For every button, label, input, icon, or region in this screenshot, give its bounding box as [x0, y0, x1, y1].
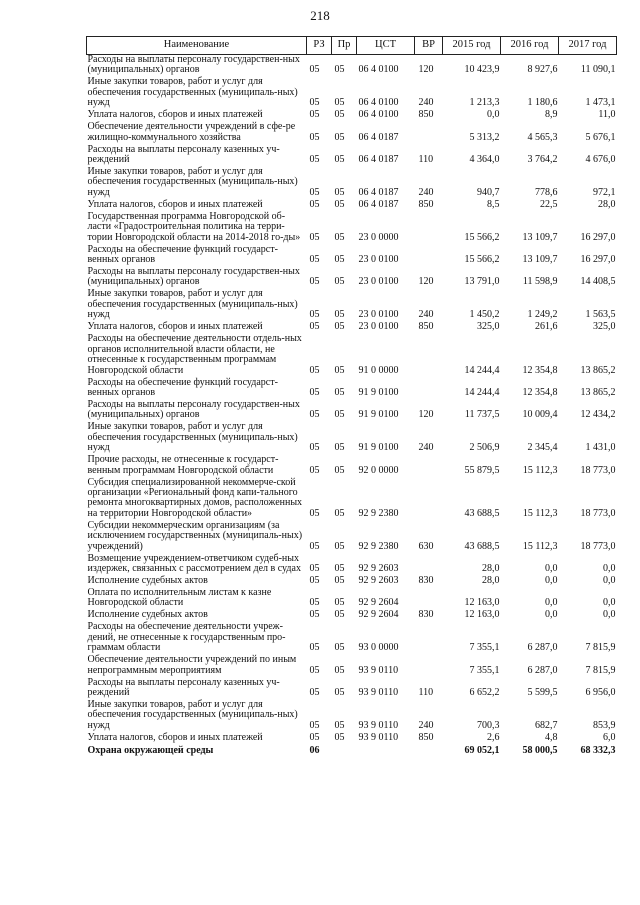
- cell-pr: 05: [334, 731, 345, 743]
- table-row: [87, 455, 617, 477]
- table-body: [87, 55, 617, 758]
- cell-2015: 15 566,2: [464, 231, 500, 243]
- cell-2015: 14 244,4: [464, 364, 500, 376]
- cell-2015: 28,0: [482, 574, 500, 586]
- cell-cst: 93 0 0000: [358, 642, 399, 654]
- cell-pr: 05: [334, 364, 345, 376]
- table-row: [87, 378, 617, 400]
- cell-2016: 5 599,5: [527, 687, 558, 698]
- table-row: [87, 478, 617, 521]
- cell-cst: 06 4 0100: [358, 109, 399, 121]
- cell-pr: 05: [334, 507, 345, 519]
- table-row: [87, 334, 617, 377]
- cell-2017: 1 563,5: [585, 309, 616, 321]
- page-number: 218: [310, 8, 330, 23]
- cell-2015: 12 163,0: [464, 609, 500, 621]
- cell-vr: [415, 122, 443, 144]
- cell-name: Иные закупки товаров, работ и услуг для обеспечения государственных (муниципаль-ных) нужд: [87, 288, 298, 321]
- cell-pr: 05: [334, 64, 345, 76]
- cell-2015: 7 355,1: [469, 664, 500, 676]
- cell-pr: 05: [334, 687, 345, 698]
- cell-cst: 23 0 0000: [358, 231, 399, 243]
- cell-pr: [332, 745, 357, 758]
- column-header-rz: РЗ: [307, 37, 332, 55]
- cell-vr: [415, 212, 443, 245]
- cell-cst: 23 0 0100: [358, 321, 399, 333]
- table-row: [87, 167, 617, 200]
- table-row: [87, 245, 617, 267]
- cell-2016: 12 354,8: [522, 364, 558, 376]
- cell-name: Возмещение учреждением-ответчиком судеб-ных издержек, связанных с рассмотрением дел в судах: [87, 552, 301, 574]
- cell-pr: 05: [334, 198, 345, 210]
- cell-rz: 05: [309, 386, 320, 398]
- cell-vr: 120: [418, 409, 434, 421]
- table-row: [87, 212, 617, 245]
- cell-2015: 12 163,0: [464, 597, 500, 609]
- cell-2016: 4 565,3: [527, 131, 558, 143]
- cell-cst: 91 9 0100: [358, 386, 399, 398]
- cell-cst: 92 9 2603: [358, 574, 399, 586]
- cell-2016: 15 112,3: [522, 507, 558, 519]
- cell-cst: 91 0 0000: [358, 364, 399, 376]
- cell-pr: 05: [334, 597, 345, 609]
- cell-rz: 05: [309, 64, 320, 76]
- cell-rz: 05: [309, 574, 320, 586]
- cell-rz: 05: [309, 276, 320, 288]
- cell-rz: 05: [309, 719, 320, 731]
- cell-pr: 05: [334, 131, 345, 143]
- column-header-2017: 2017 год: [559, 37, 617, 55]
- cell-pr: 05: [334, 409, 345, 421]
- cell-vr: 240: [418, 186, 434, 198]
- cell-vr: 110: [418, 687, 434, 698]
- cell-rz: 05: [309, 731, 320, 743]
- cell-2017: 972,1: [593, 186, 616, 198]
- cell-name: Субсидия специализированной некоммерче-ской организации «Региональный фонд капи-тального ремонта многоквартирных домов, расположенных на территории Новгородской области»: [87, 476, 303, 519]
- cell-name: Иные закупки товаров, работ и услуг для обеспечения государственных (муниципаль-ных) нужд: [87, 699, 298, 731]
- cell-name: Расходы на выплаты персоналу государствен-ных (муниципальных) органов: [87, 54, 300, 76]
- cell-cst: 92 9 2603: [358, 562, 399, 574]
- cell-2017: 0,0: [603, 597, 616, 609]
- cell-rz: 05: [309, 609, 320, 621]
- cell-cst: 92 0 0000: [358, 464, 399, 476]
- column-header-vr: ВР: [415, 37, 443, 55]
- table-row: [87, 400, 617, 422]
- cell-name: Уплата налогов, сборов и иных платежей: [87, 731, 263, 743]
- cell-rz: 05: [309, 321, 320, 333]
- cell-2015: 69 052,1: [464, 744, 500, 756]
- cell-cst: 06 4 0187: [358, 186, 399, 198]
- cell-pr: 05: [334, 540, 345, 552]
- table-row: [87, 422, 617, 455]
- cell-cst: [357, 745, 415, 758]
- cell-rz: 05: [309, 97, 320, 109]
- cell-name: Расходы на выплаты персоналу государствен-ных (муниципальных) органов: [87, 398, 300, 421]
- column-header-2015: 2015 год: [443, 37, 501, 55]
- table-row: [87, 655, 617, 677]
- column-header-pr: Пр: [332, 37, 357, 55]
- cell-name: Расходы на обеспечение деятельности отдель-ных органов исполнительной власти области, не отнесенные к государственным программам Новгородской области: [87, 333, 302, 376]
- cell-rz: 05: [309, 687, 320, 698]
- cell-vr: [415, 655, 443, 677]
- cell-2015: 28,0: [482, 562, 500, 574]
- cell-name: Расходы на обеспечение деятельности учреж-дений, не отнесенные к государственным про-граммам области: [87, 621, 286, 654]
- cell-pr: 05: [334, 276, 345, 288]
- cell-2015: 14 244,4: [464, 386, 500, 398]
- cell-cst: 92 9 2380: [358, 540, 399, 552]
- cell-rz: 05: [309, 540, 320, 552]
- cell-name: Прочие расходы, не отнесенные к государст-венным программам Новгородской области: [87, 454, 279, 476]
- cell-2017: 7 815,9: [585, 664, 616, 676]
- cell-cst: 93 9 0110: [358, 687, 399, 698]
- cell-vr: 850: [418, 109, 434, 121]
- cell-pr: 05: [334, 664, 345, 676]
- table-row: [87, 55, 617, 78]
- cell-name: Обеспечение деятельности учреждений в сфе-ре жилищно-коммунального хозяйства: [87, 121, 296, 143]
- cell-cst: 91 9 0100: [358, 442, 399, 454]
- cell-2017: 18 773,0: [580, 540, 616, 552]
- cell-2016: 12 354,8: [522, 386, 558, 398]
- cell-cst: 91 9 0100: [358, 409, 399, 421]
- cell-name: Расходы на выплаты персоналу государствен-ных (муниципальных) органов: [87, 266, 300, 288]
- cell-vr: [415, 334, 443, 377]
- cell-pr: 05: [334, 321, 345, 333]
- cell-2016: 13 109,7: [522, 254, 558, 266]
- cell-2015: 0,0: [487, 109, 500, 121]
- cell-2017: 0,0: [603, 609, 616, 621]
- cell-vr: 830: [418, 574, 434, 586]
- cell-rz: 05: [309, 231, 320, 243]
- cell-name: Обеспечение деятельности учреждений по иным непрограммным мероприятиям: [87, 654, 297, 676]
- table-row: [87, 289, 617, 322]
- cell-pr: 05: [334, 154, 345, 166]
- budget-table: [86, 36, 617, 758]
- cell-pr: 05: [334, 442, 345, 454]
- cell-name: Расходы на выплаты персоналу казенных уч-реждений: [87, 676, 280, 698]
- cell-2017: 14 408,5: [580, 276, 616, 288]
- cell-2015: 940,7: [477, 186, 500, 198]
- cell-2017: 0,0: [603, 562, 616, 574]
- cell-2015: 43 688,5: [464, 540, 500, 552]
- table-row: [87, 733, 617, 745]
- cell-2015: 1 450,2: [469, 309, 500, 321]
- cell-rz: 05: [309, 562, 320, 574]
- cell-cst: 92 9 2604: [358, 609, 399, 621]
- cell-pr: 05: [334, 386, 345, 398]
- cell-2017: 6,0: [603, 731, 616, 743]
- cell-name: Иные закупки товаров, работ и услуг для обеспечения государственных (муниципаль-ных) нужд: [87, 166, 298, 198]
- table-row: [87, 521, 617, 554]
- cell-2017: 1 473,1: [585, 97, 616, 109]
- cell-rz: 05: [309, 597, 320, 609]
- cell-rz: 05: [309, 442, 320, 454]
- cell-name: Охрана окружающей среды: [87, 744, 214, 756]
- cell-2015: 55 879,5: [464, 464, 500, 476]
- cell-2015: 11 737,5: [464, 409, 500, 421]
- cell-pr: 05: [334, 562, 345, 574]
- cell-2015: 2,6: [487, 731, 500, 743]
- cell-rz: 05: [309, 154, 320, 166]
- cell-cst: 06 4 0100: [358, 64, 399, 76]
- cell-vr: 240: [418, 719, 434, 731]
- cell-name: Расходы на выплаты персоналу казенных уч-реждений: [87, 143, 280, 166]
- cell-rz: 05: [309, 507, 320, 519]
- cell-cst: 23 0 0100: [358, 254, 399, 266]
- cell-2016: 6 287,0: [527, 642, 558, 654]
- cell-rz: 05: [309, 642, 320, 654]
- cell-2017: 1 431,0: [585, 442, 616, 454]
- cell-2015: 15 566,2: [464, 254, 500, 266]
- cell-2017: 28,0: [598, 198, 616, 210]
- table-row: [87, 145, 617, 167]
- cell-2015: 2 506,9: [469, 442, 500, 454]
- cell-pr: 05: [334, 254, 345, 266]
- cell-2016: 3 764,2: [527, 154, 558, 166]
- cell-vr: [415, 588, 443, 610]
- cell-cst: 06 4 0187: [358, 131, 399, 143]
- cell-rz: 05: [309, 309, 320, 321]
- cell-2017: 16 297,0: [580, 231, 616, 243]
- cell-2017: 4 676,0: [585, 154, 616, 166]
- cell-2015: 13 791,0: [464, 276, 500, 288]
- cell-pr: 05: [334, 609, 345, 621]
- cell-vr: 240: [418, 442, 434, 454]
- cell-vr: [415, 378, 443, 400]
- cell-2017: 325,0: [593, 321, 616, 333]
- cell-rz: 05: [309, 131, 320, 143]
- cell-2015: 5 313,2: [469, 131, 500, 143]
- cell-2016: 15 112,3: [522, 540, 558, 552]
- cell-pr: 05: [334, 97, 345, 109]
- cell-2015: 325,0: [477, 321, 500, 333]
- cell-2016: 4,8: [545, 731, 558, 743]
- table-row: [87, 622, 617, 655]
- cell-vr: [415, 622, 443, 655]
- cell-pr: 05: [334, 464, 345, 476]
- cell-pr: 05: [334, 642, 345, 654]
- cell-2016: 2 345,4: [527, 442, 558, 454]
- cell-name: Уплата налогов, сборов и иных платежей: [87, 109, 263, 121]
- cell-2017: 16 297,0: [580, 254, 616, 266]
- cell-vr: 850: [418, 731, 434, 743]
- cell-vr: 630: [418, 540, 434, 552]
- cell-2016: 0,0: [545, 609, 558, 621]
- cell-2016: 15 112,3: [522, 464, 558, 476]
- cell-2017: 5 676,1: [585, 131, 616, 143]
- cell-2016: 261,6: [535, 321, 558, 333]
- cell-vr: [415, 478, 443, 521]
- cell-2017: 12 434,2: [580, 409, 616, 421]
- cell-cst: 93 9 0110: [358, 731, 399, 743]
- cell-name: Иные закупки товаров, работ и услуг для обеспечения государственных (муниципаль-ных) нужд: [87, 421, 298, 454]
- table-row: [87, 700, 617, 733]
- cell-2016: 682,7: [535, 719, 558, 731]
- cell-2016: 10 009,4: [522, 409, 558, 421]
- cell-2016: 58 000,5: [522, 744, 558, 756]
- table-row: [87, 554, 617, 576]
- cell-vr: 110: [418, 154, 434, 166]
- cell-2016: 1 249,2: [527, 309, 558, 321]
- table-row: [87, 267, 617, 289]
- cell-name: Государственная программа Новгородской об-ласти «Градостроительная политика на терри-тории Новгородской области на 2014-2018 го-ды»: [87, 210, 301, 243]
- table-header-row: [87, 37, 617, 55]
- cell-rz: 05: [309, 364, 320, 376]
- table-row-total: [87, 745, 617, 758]
- cell-2015: 10 423,9: [464, 64, 500, 76]
- cell-vr: 120: [418, 276, 434, 288]
- cell-2015: 7 355,1: [469, 642, 500, 654]
- cell-2016: 22,5: [540, 198, 558, 210]
- cell-name: Исполнение судебных актов: [87, 609, 208, 621]
- cell-cst: 92 9 2380: [358, 507, 399, 519]
- cell-2016: 11 598,9: [522, 276, 558, 288]
- cell-pr: 05: [334, 719, 345, 731]
- cell-rz: 05: [309, 109, 320, 121]
- cell-2017: 11,0: [598, 109, 616, 121]
- cell-name: Расходы на обеспечение функций государст-венных органов: [87, 376, 278, 398]
- table-row: [87, 678, 617, 700]
- column-header-name: Наименование: [87, 37, 307, 55]
- cell-2015: 8,5: [487, 198, 500, 210]
- cell-cst: 06 4 0100: [358, 97, 399, 109]
- column-header-cst: ЦСТ: [357, 37, 415, 55]
- cell-2017: 7 815,9: [585, 642, 616, 654]
- cell-2017: 18 773,0: [580, 507, 616, 519]
- cell-name: Уплата налогов, сборов и иных платежей: [87, 321, 263, 333]
- cell-2016: 8 927,6: [527, 64, 558, 76]
- cell-cst: 23 0 0100: [358, 276, 399, 288]
- cell-2017: 0,0: [603, 574, 616, 586]
- cell-vr: 830: [418, 609, 434, 621]
- cell-vr: [415, 245, 443, 267]
- cell-2017: 11 090,1: [580, 64, 616, 76]
- cell-vr: 240: [418, 309, 434, 321]
- cell-2016: 778,6: [535, 186, 558, 198]
- cell-2016: 13 109,7: [522, 231, 558, 243]
- cell-vr: 120: [418, 64, 434, 76]
- cell-2017: 6 956,0: [585, 687, 616, 698]
- cell-2016: 8,9: [545, 109, 558, 121]
- cell-pr: 05: [334, 186, 345, 198]
- cell-name: Иные закупки товаров, работ и услуг для обеспечения государственных (муниципаль-ных) нужд: [87, 76, 298, 109]
- table-row: [87, 122, 617, 144]
- cell-pr: 05: [334, 109, 345, 121]
- cell-name: Исполнение судебных актов: [87, 574, 208, 586]
- cell-2016: 0,0: [545, 574, 558, 586]
- table-row: [87, 77, 617, 110]
- cell-rz: 05: [309, 409, 320, 421]
- cell-name: Оплата по исполнительным листам к казне Новгородской области: [87, 586, 272, 609]
- cell-vr: [415, 554, 443, 576]
- cell-cst: 93 9 0110: [358, 664, 399, 676]
- cell-cst: 23 0 0100: [358, 309, 399, 321]
- cell-2016: 0,0: [545, 597, 558, 609]
- cell-rz: 05: [309, 186, 320, 198]
- cell-vr: 850: [418, 198, 434, 210]
- cell-2017: 18 773,0: [580, 464, 616, 476]
- cell-vr: [415, 455, 443, 477]
- cell-vr: 850: [418, 321, 434, 333]
- cell-2015: 700,3: [477, 719, 500, 731]
- cell-cst: 06 4 0187: [358, 154, 399, 166]
- cell-rz: 05: [309, 254, 320, 266]
- column-header-2016: 2016 год: [501, 37, 559, 55]
- cell-name: Субсидии некоммерческим организациям (за исключением государственных (муниципаль-ных) учреждений): [87, 519, 303, 552]
- cell-rz: 06: [309, 744, 320, 756]
- cell-rz: 05: [309, 664, 320, 676]
- cell-pr: 05: [334, 574, 345, 586]
- cell-name: Уплата налогов, сборов и иных платежей: [87, 198, 263, 210]
- cell-name: Расходы на обеспечение функций государст-венных органов: [87, 243, 278, 266]
- cell-2017: 13 865,2: [580, 364, 616, 376]
- cell-cst: 92 9 2604: [358, 597, 399, 609]
- cell-vr: 240: [418, 97, 434, 109]
- cell-2015: 1 213,3: [469, 97, 500, 109]
- cell-rz: 05: [309, 464, 320, 476]
- table-row: [87, 588, 617, 610]
- cell-2016: 1 180,6: [527, 97, 558, 109]
- cell-2015: 4 364,0: [469, 154, 500, 166]
- cell-vr: [415, 745, 443, 758]
- cell-cst: 93 9 0110: [358, 719, 399, 731]
- cell-rz: 05: [309, 198, 320, 210]
- cell-2016: 6 287,0: [527, 664, 558, 676]
- cell-2017: 13 865,2: [580, 386, 616, 398]
- cell-2016: 0,0: [545, 562, 558, 574]
- cell-cst: 06 4 0187: [358, 198, 399, 210]
- cell-pr: 05: [334, 231, 345, 243]
- cell-2017: 853,9: [593, 719, 616, 731]
- cell-2017: 68 332,3: [580, 744, 616, 756]
- cell-pr: 05: [334, 309, 345, 321]
- cell-2015: 6 652,2: [469, 687, 500, 698]
- cell-2015: 43 688,5: [464, 507, 500, 519]
